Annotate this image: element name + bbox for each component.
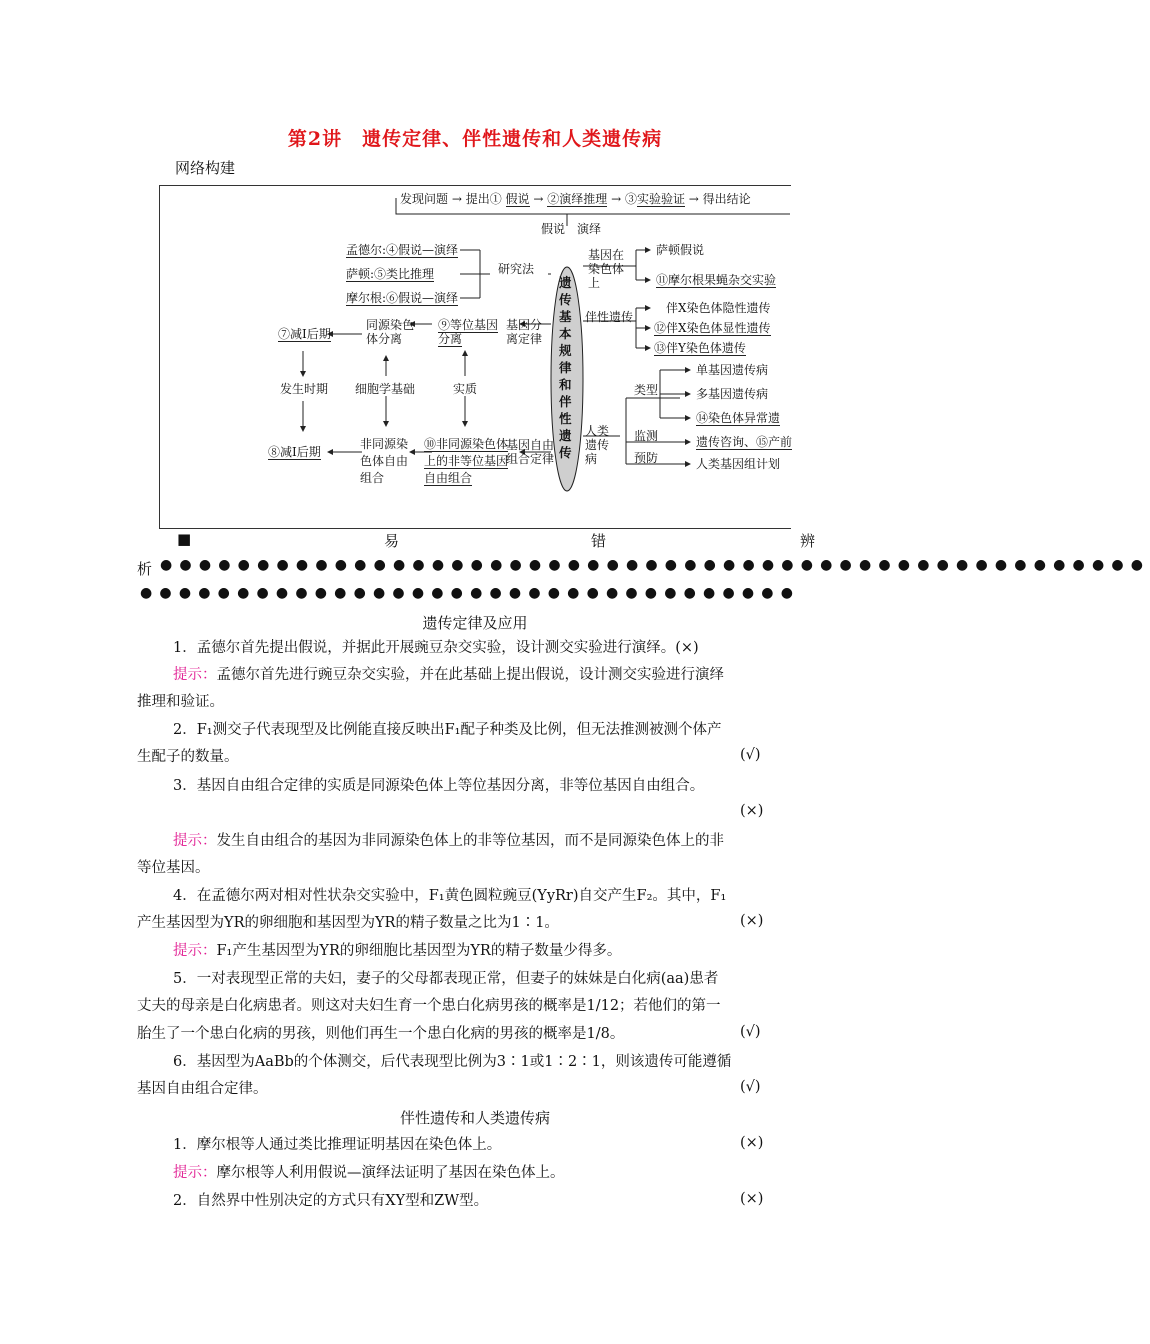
research-method-label: 研究法 [498,262,535,276]
mark2: (√) [740,747,761,763]
section-char-1: 易 [384,532,400,550]
segregation-law: 基因分离定律 [506,318,543,346]
q4-cont: 产生基因型为YR的卵细胞和基因型为YR的精子数量之比为1∶1。 [137,915,559,931]
type-label: 类型 [634,383,659,397]
genome-project: 人类基因组计划 [696,457,781,471]
human-disease: 人类遗传病 [585,424,610,466]
hint3: 提示：发生自由组合的基因为非同源染色体上的非等位基因，而不是同源染色体上的非 [173,833,724,849]
q4: 4．在孟德尔两对相对性状杂交实验中，F₁黄色圆粒豌豆(YyRr)自交产生F₂。其中，F₁ [173,888,727,904]
q2-cont: 生配子的数量。 [137,749,239,765]
part2-title: 伴性遗传和人类遗传病 [399,1109,550,1127]
part1-title: 遗传定律及应用 [422,614,528,632]
p2-hint1: 提示：摩尔根等人利用假说—演绎法证明了基因在染色体上。 [173,1165,565,1181]
center-label: 遗传基本规律和伴性遗传 [559,275,572,460]
x-dominant: ⑫伴X染色体显性遗传 [654,321,771,335]
q5: 5．一对表现型正常的夫妇，妻子的父母都表现正常，但妻子的妹妹是白化病(aa)患者 [173,971,719,987]
single-gene: 单基因遗传病 [696,363,769,377]
y-linked: ⑬伴Y染色体遗传 [654,341,746,355]
morgan-experiment: ⑪摩尔根果蝇杂交实验 [656,273,777,287]
counseling: 遗传咨询、⑮产前 [696,435,793,449]
method-sutton: 萨顿:⑤类比推理 [346,267,435,281]
meiosis-anaphase-1: ⑦减Ⅰ后期 [278,327,331,341]
multi-gene: 多基因遗传病 [696,387,769,401]
cell-basis: 细胞学基础 [355,382,416,396]
chrom-abnormal: ⑭染色体异常遗 [696,411,781,425]
mark6: (√) [740,1079,761,1095]
top-flow: 发现问题 → 提出① 假说 → ②演绎推理 → ③实验验证 → 得出结论 [400,192,751,206]
p2-q1: 1．摩尔根等人通过类比推理证明基因在染色体上。 [173,1137,502,1153]
meiosis-anaphase-2: ⑧减Ⅰ后期 [268,445,321,459]
p2-mark1: (×) [740,1135,764,1151]
hint4: 提示：F₁产生基因型为YR的卵细胞比基因型为YR的精子数量少得多。 [173,943,622,959]
sutton-hypothesis: 萨顿假说 [656,243,705,257]
q6-cont: 基因自由组合定律。 [137,1081,268,1097]
occur-time: 发生时期 [280,382,329,396]
hint3-cont: 等位基因。 [137,860,210,876]
q2: 2．F₁测交子代表现型及比例能直接反映出F₁配子种类及比例，但无法推测被测个体产 [173,722,722,738]
hint1-cont: 推理和验证。 [137,694,224,710]
mark5: (√) [740,1024,761,1040]
prevent-label: 预防 [634,451,659,465]
concept-map [159,185,791,529]
mark3: (×) [740,803,764,819]
square-bullet-icon: ■ [177,530,192,548]
page-title: 第2讲 遗传定律、伴性遗传和人类遗传病 [287,128,663,150]
nonallele-free: ⑩非同源染色体上的非等位基因自由组合 [424,437,509,485]
homolog-separation: 同源染色体分离 [366,318,415,346]
hypo-deduction-label: 假说 演绎 [541,222,602,236]
allele-separation: ⑨等位基因分离 [438,318,499,346]
monitor-label: 监测 [634,429,659,443]
nonhomolog-free: 非同源染色体自由组合 [360,437,409,485]
p2-q2: 2．自然界中性别决定的方式只有XY型和ZW型。 [173,1193,489,1209]
sex-linked: 伴性遗传 [585,310,634,324]
section-char-4: 析 [137,560,153,578]
mark4: (×) [740,913,764,929]
section-subtitle: 网络构建 [175,159,236,177]
method-morgan: 摩尔根:⑥假说—演绎 [346,291,459,305]
p2-mark2: (×) [740,1191,764,1207]
essence: 实质 [453,382,478,396]
section-char-3: 辨 [800,532,816,550]
q6: 6．基因型为AaBb的个体测交，后代表现型比例为3∶1或1∶2∶1，则该遗传可能遵循 [173,1054,732,1070]
dot-divider-1: ●●●●●●●●●●●●●●●●●●●●●●●●●●●●●●●●●●●●●●●●●●●●●●●●●●● [160,557,1150,573]
method-mendel: 孟德尔:④假说—演绎 [346,243,459,257]
q5-cont2: 胎生了一个患白化病的男孩，则他们再生一个患白化病的男孩的概率是1/8。 [137,1026,625,1042]
free-combination-law: 基因自由组合定律 [506,438,555,466]
section-char-2: 错 [591,532,607,550]
x-recessive: 伴X染色体隐性遗传 [666,301,771,315]
gene-on-chrom: 基因在染色体上 [588,248,625,290]
dot-divider-2: ●●●●●●●●●●●●●●●●●●●●●●●●●●●●●●●●●● [140,585,801,601]
q1: 1．孟德尔首先提出假说，并据此开展豌豆杂交实验，设计测交实验进行演绎。(×) [173,640,699,656]
hint1: 提示：孟德尔首先进行豌豆杂交实验，并在此基础上提出假说，设计测交实验进行演绎 [173,667,724,683]
q5-cont1: 丈夫的母亲是白化病患者。则这对夫妇生育一个患白化病男孩的概率是1/12；若他们的第一 [137,998,721,1014]
q3: 3．基因自由组合定律的实质是同源染色体上等位基因分离，非等位基因自由组合。 [173,778,705,794]
